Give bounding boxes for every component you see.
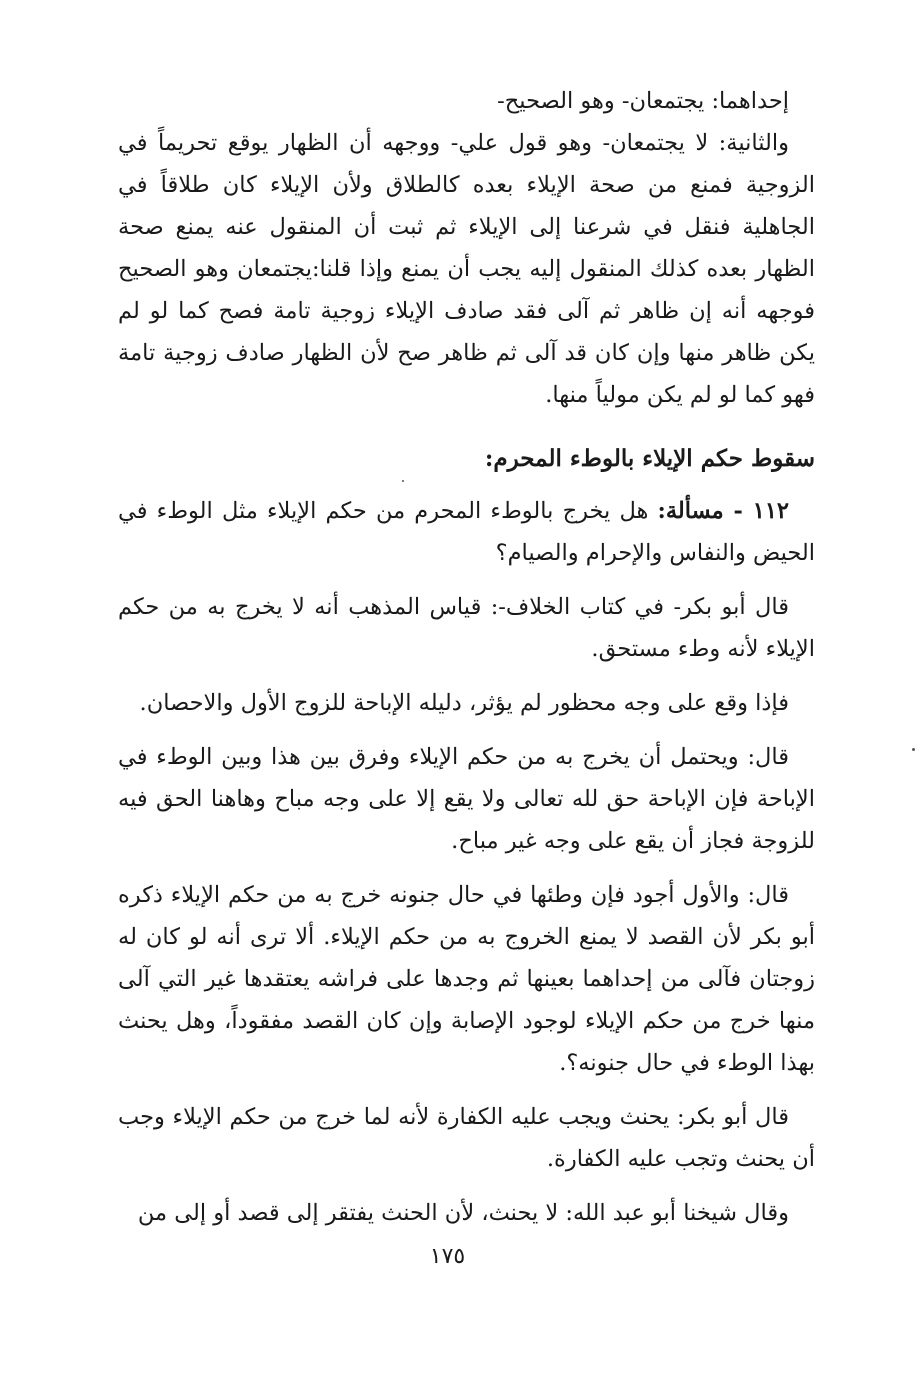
paragraph-abu-bakr-khilaf: قال أبو بكر- في كتاب الخلاف-: قياس المذهب أنه لا يخرج به من حكم الإيلاء لأنه وطء مستحق. [118, 594, 815, 662]
page-number: ١٧٥ [429, 1244, 466, 1269]
paragraph-second-opinion: والثانية: لا يجتمعان- وهو قول علي- ووجهه أن الظهار يوقع تحريماً في الزوجية فمنع من صحة الإيلاء بعده كالطلاق ولأن الإيلاء كان طلاقاً في الجاهلية فنقل في شرعنا إلى الإيلاء ثم ثبت أن المنقول عنه يمنع صحة الظهار بعده كذلك المنقول إليه يجب أن يمنع وإذا قلنا:يجتمعان وهو الصحيح فوجهه أنه إن ظاهر ثم آلى فقد صادف الإيلاء زوجية تامة فصح كما لو لم يكن ظاهر منها وإن كان قد آلى ثم ظاهر صح لأن الظهار صادف زوجية تامة فهو كما لو لم يكن مولياً منها. [118, 130, 815, 408]
paragraph-al-awwal-ajwad: قال: والأول أجود فإن وطئها في حال جنونه خرج به من حكم الإيلاء ذكره أبو بكر لأن القصد لا يمنع الخروج به من حكم الإيلاء. ألا ترى أنه لو كان له زوجتان فآلى من إحداهما بعينها ثم وجدها على فراشه يعتقدها غير التي آلى منها خرج من حكم الإيلاء لوجود الإصابة وإن كان القصد مفقوداً، وهل يحنث بهذا الوطء في حال جنونه؟. [118, 882, 815, 1076]
scan-speck [402, 480, 404, 482]
paragraph-shaykhuna: وقال شيخنا أبو عبد الله: لا يحنث، لأن الحنث يفتقر إلى قصد أو إلى من [137, 1200, 789, 1226]
paragraph-yahnath: قال أبو بكر: يحنث ويجب عليه الكفارة لأنه لما خرج من حكم الإيلاء وجب أن يحنث وتجب عليه الكفارة. [118, 1104, 815, 1172]
section-heading: سقوط حكم الإيلاء بالوطء المحرم: [484, 445, 815, 472]
masala-question [118, 490, 815, 574]
paragraph-first-opinion: إحداهما: يجتمعان- وهو الصحيح- [497, 88, 789, 114]
paragraph-mahzur: فإذا وقع على وجه محظور لم يؤثر، دليله الإباحة للزوج الأول والاحصان. [139, 690, 789, 716]
page-body [118, 80, 815, 1234]
masala-label: ١١٢ - مسألة: [657, 498, 789, 524]
masala-text: هل يخرج بالوطء المحرم من حكم الإيلاء مثل الوطء في الحيض والنفاس والإحرام والصيام؟ [118, 498, 815, 566]
paragraph-yahtamil: قال: ويحتمل أن يخرج به من حكم الإيلاء وفرق بين هذا وبين الوطء في الإباحة فإن الإباحة حق لله تعالى ولا يقع إلا على وجه مباح وهاهنا الحق فيه للزوجة فجاز أن يقع على وجه غير مباح. [118, 744, 815, 854]
